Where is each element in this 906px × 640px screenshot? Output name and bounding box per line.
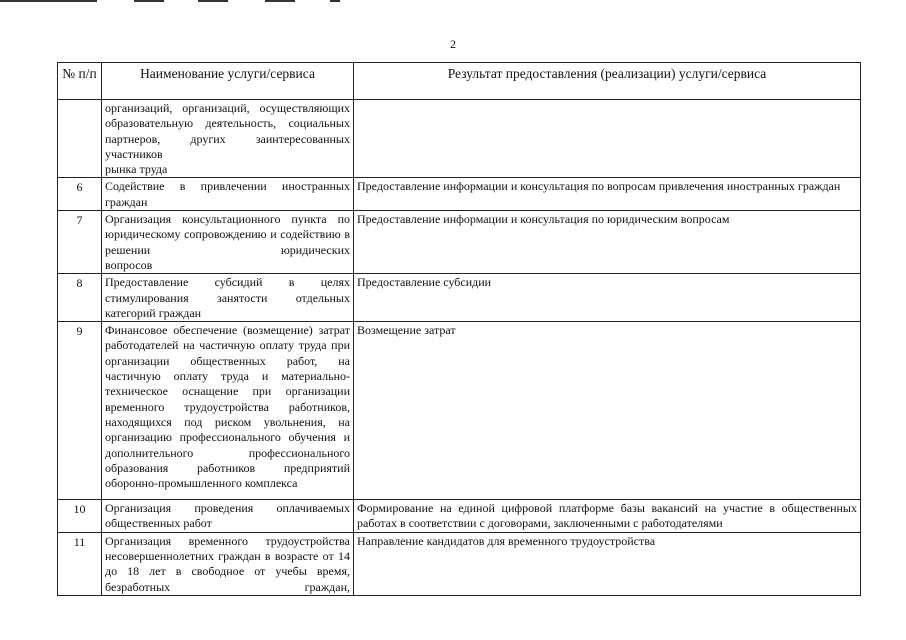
row-service-name-last: общественных работ bbox=[105, 516, 212, 531]
row-service-name bbox=[102, 274, 354, 322]
page-number: 2 bbox=[450, 37, 456, 51]
row-number: 10 bbox=[58, 500, 102, 533]
row-service-name-text: Организация проведения оплачиваемых bbox=[105, 501, 350, 516]
header-service-name: Наименование услуги/сервиса bbox=[102, 63, 354, 100]
row-number: 9 bbox=[58, 322, 102, 500]
table-row bbox=[58, 532, 861, 595]
table-header-row bbox=[58, 63, 861, 100]
table-row bbox=[58, 500, 861, 533]
row-service-name-last: оборонно-промышленного комплекса bbox=[105, 476, 298, 491]
row-result: Предоставление информации и консультация по вопросам привлечения иностранных граждан bbox=[354, 178, 861, 211]
services-table bbox=[57, 62, 861, 596]
row-service-name-text: организаций, организаций, осуществляющих образовательную деятельность, социальных партнеров, других заинтересованных участников bbox=[105, 101, 350, 161]
row-service-name bbox=[102, 532, 354, 595]
table-row bbox=[58, 322, 861, 500]
row-service-name bbox=[102, 211, 354, 274]
row-service-name-last: категорий граждан bbox=[105, 305, 202, 320]
row-service-name-text: Предоставление субсидий в целях стимулирования занятости отдельных bbox=[105, 275, 350, 305]
table-row bbox=[58, 211, 861, 274]
row-result: Предоставление информации и консультация по юридическим вопросам bbox=[354, 211, 861, 274]
row-service-name-text: Организация временного трудоустройства несовершеннолетних граждан в возрасте от 14 до 18 лет в свободное от учебы время, безработных граждан, bbox=[105, 533, 350, 594]
row-result: Предоставление субсидии bbox=[354, 274, 861, 322]
table-row bbox=[58, 178, 861, 211]
row-result: Направление кандидатов для временного трудоустройства bbox=[354, 532, 861, 595]
table-row bbox=[58, 100, 861, 178]
row-number bbox=[58, 100, 102, 178]
row-number: 11 bbox=[58, 532, 102, 595]
header-number: № п/п bbox=[58, 63, 102, 100]
row-service-name-text: Организация консультационного пункта по юридическому сопровождению и содействию в решении юридических bbox=[105, 212, 350, 257]
scan-top-marks bbox=[0, 0, 906, 4]
row-service-name bbox=[102, 178, 354, 211]
row-service-name-last: вопросов bbox=[105, 257, 153, 272]
row-result: Формирование на единой цифровой платформе базы вакансий на участие в общественных работах в соответствии с договорами, заключенными с работодателями bbox=[354, 500, 861, 533]
row-number: 6 bbox=[58, 178, 102, 211]
header-result: Результат предоставления (реализации) услуги/сервиса bbox=[354, 63, 861, 100]
row-service-name-last: рынка труда bbox=[105, 162, 168, 177]
row-service-name bbox=[102, 100, 354, 178]
table-row bbox=[58, 274, 861, 322]
row-service-name-text: Содействие в привлечении иностранных bbox=[105, 179, 350, 194]
row-result: Возмещение затрат bbox=[354, 322, 861, 500]
row-number: 7 bbox=[58, 211, 102, 274]
row-result bbox=[354, 100, 861, 178]
row-number: 8 bbox=[58, 274, 102, 322]
row-service-name bbox=[102, 500, 354, 533]
row-service-name bbox=[102, 322, 354, 500]
row-service-name-text: Финансовое обеспечение (возмещение) затрат работодателей на частичную оплату труда при организации общественных работ, на частичную оплату труда и материально-техническое оснащение при организации временного трудоустройства работников, находящихся под риском увольнения, на организацию профессионального обучения и дополнительного профессионального образования работников предприятий bbox=[105, 323, 350, 475]
row-service-name-last: граждан bbox=[105, 194, 148, 209]
